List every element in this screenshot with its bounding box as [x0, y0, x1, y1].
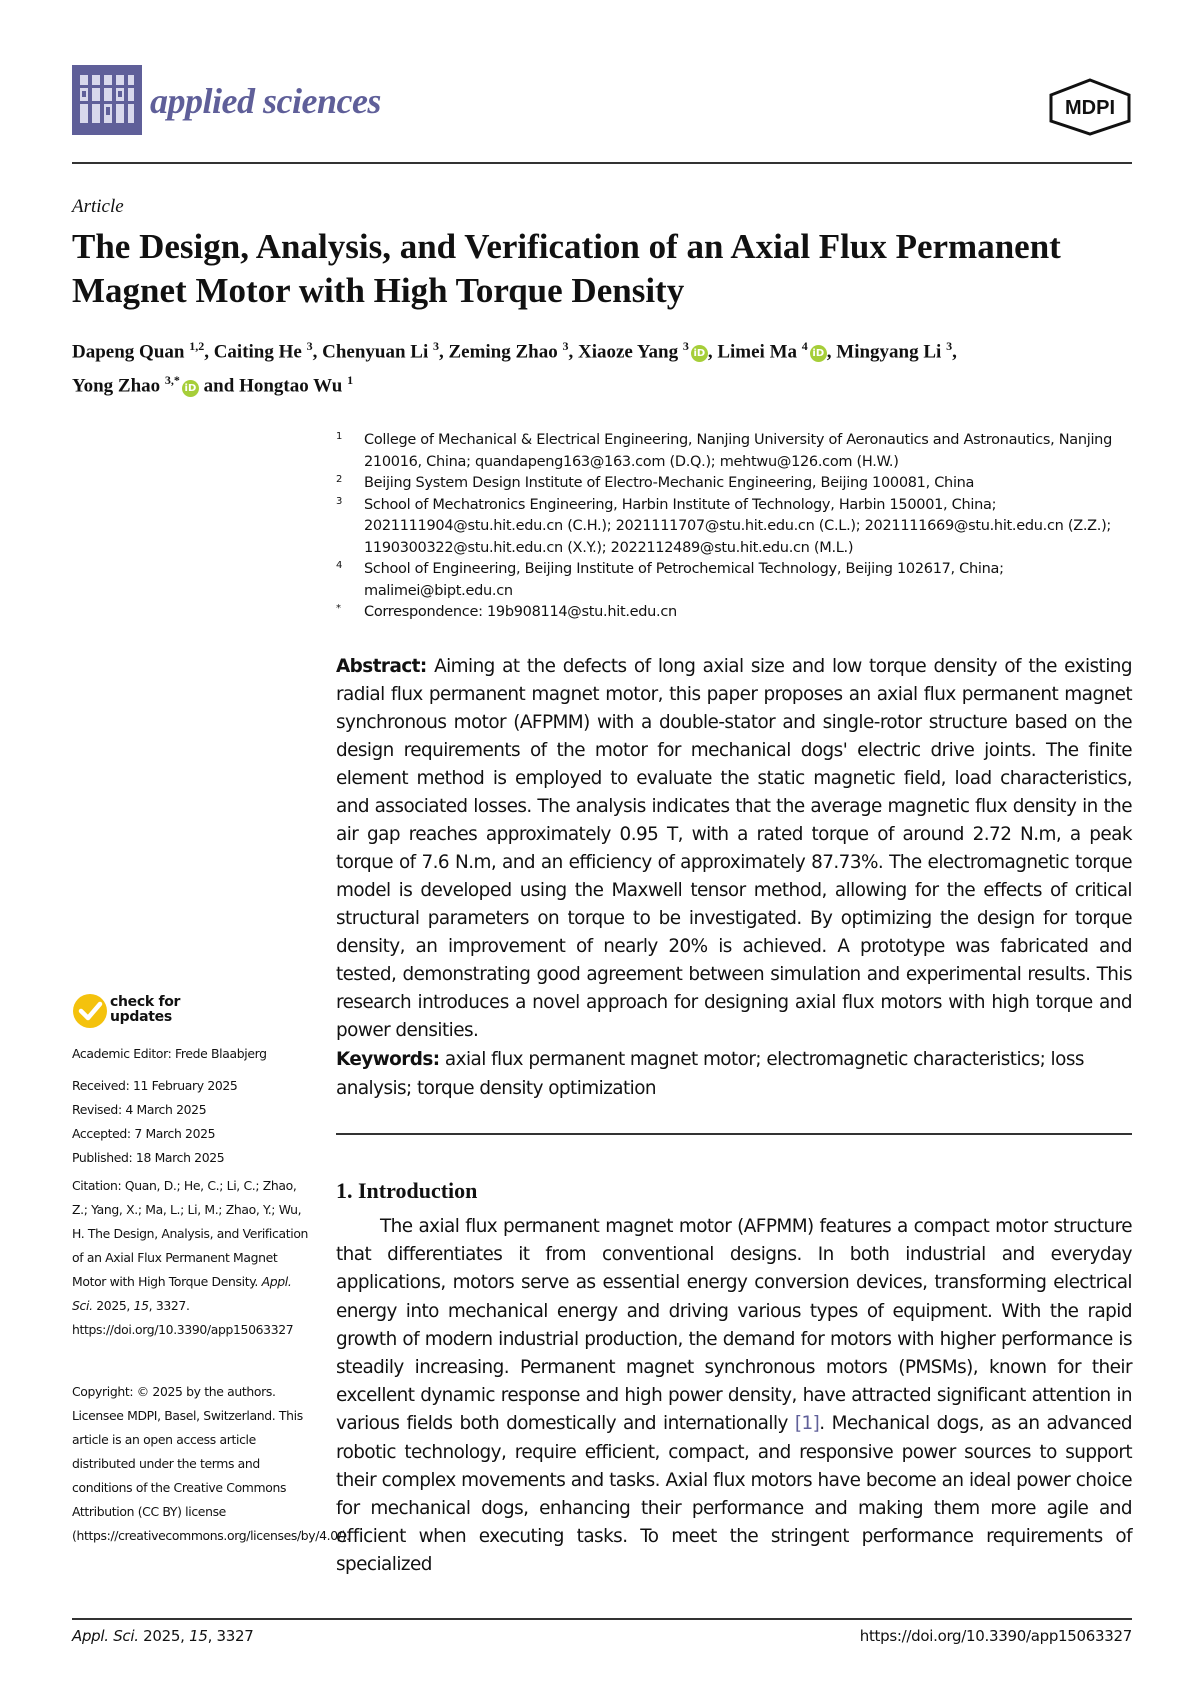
- affiliation-item: [336, 473, 1136, 495]
- mdpi-logo: [1045, 78, 1135, 136]
- footer-rule: [72, 1618, 1132, 1620]
- academic-editor: Academic Editor: Frede Blaabjerg: [72, 1046, 267, 1061]
- accepted-date: Accepted: 7 March 2025: [72, 1126, 216, 1141]
- mdpi-logo-text: MDPI: [1065, 97, 1115, 119]
- citation-doi[interactable]: , 3327. https://doi.org/10.3390/app15063327: [72, 1298, 294, 1337]
- affiliation-text: School of Mechatronics Engineering, Harbin Institute of Technology, Harbin 150001, China; 2021111904@stu.hit.edu.cn (C.H.); 2021111707@stu.hit.edu.cn (C.L.); 2021111669@stu.hit.edu.cn (Z.Z.); 1190300322@stu.hit.edu.cn (X.Y.); 2022112489@stu.hit.edu.cn (M.L.): [364, 496, 1112, 556]
- citation-block: [72, 1174, 312, 1342]
- intro-text-1: The axial flux permanent magnet motor (AFPMM) features a compact motor structure that differentiates it from conventional designs. In both industrial and everyday applications, motors serve as essential energy conversion devices, transforming electrical energy into mechanical energy and driving various types of equipment. With the rapid growth of modern industrial production, the demand for motors with higher performance is steadily increasing. Permanent magnet synchronous motors (PMSMs), known for their excellent dynamic response and high power density, have attracted significant attention in various fields both domestically and internationally: [336, 1216, 1132, 1435]
- author-affiliation-mark: 3: [432, 339, 439, 353]
- authors-and: and: [198, 375, 240, 397]
- citation-volume: 15: [133, 1298, 149, 1313]
- citation-year: 2025,: [92, 1298, 134, 1313]
- author-separator: ,: [952, 341, 957, 363]
- author-name[interactable]: Caiting He: [213, 341, 307, 363]
- introduction-paragraph: [336, 1213, 1132, 1580]
- affiliation-number: *: [336, 603, 341, 614]
- affiliation-number: 2: [336, 474, 343, 485]
- affiliation-text: Beijing System Design Institute of Electro-Mechanic Engineering, Beijing 100081, China: [364, 475, 975, 491]
- intro-text-2: . Mechanical dogs, as an advanced robotic technology, require efficient, compact, and responsive power sources to support their complex movements and tasks. Axial flux motors have become an ideal power choice for mechanical dogs, enhancing their performance and making them more agile and efficient when executing tasks. To meet the stringent performance requirements of specialized: [336, 1413, 1132, 1576]
- section-divider: [336, 1133, 1132, 1135]
- affiliation-item: [336, 430, 1136, 473]
- article-type: Article: [72, 196, 124, 217]
- citation-journal: Appl. Sci.: [72, 1274, 292, 1313]
- author-affiliation-mark: 1: [347, 373, 354, 388]
- keywords: [336, 1045, 1132, 1103]
- author-name[interactable]: Yong Zhao: [72, 375, 165, 397]
- footer-volume: 15: [189, 1627, 208, 1645]
- affiliation-number: 1: [336, 431, 343, 442]
- revised-date: Revised: 4 March 2025: [72, 1102, 207, 1117]
- author-affiliation-mark: 3,*: [164, 373, 180, 388]
- author-name[interactable]: Chenyuan Li: [322, 341, 433, 363]
- affiliation-item: [336, 495, 1136, 560]
- affiliation-text: Correspondence: 19b908114@stu.hit.edu.cn: [364, 604, 677, 620]
- abstract-text: Aiming at the defects of long axial size and low torque density of the existing radial flux permanent magnet motor, this paper proposes an axial flux permanent magnet synchronous motor (AFPMM) with a double-stator and single-rotor structure based on the design requirements of the motor for mechanical dogs' electric drive joints. The finite element method is employed to evaluate the static magnetic field, load characteristics, and associated losses. The analysis indicates that the average magnetic flux density in the air gap reaches approximately 0.95 T, with a rated torque of around 2.72 N.m, a peak torque of 7.6 N.m, and an efficiency of approximately 87.73%. The electromagnetic torque model is developed using the Maxwell tensor method, allowing for the effects of critical structural parameters on torque to be investigated. By optimizing the design for torque density, an improvement of nearly 20% is achieved. A prototype was fabricated and tested, demonstrating good agreement between simulation and experimental results. This research introduces a novel approach for designing axial flux motors with high torque and power densities.: [336, 656, 1132, 1041]
- author-affiliation-mark: 3: [946, 339, 953, 353]
- orcid-icon[interactable]: iD: [810, 345, 827, 362]
- author-separator: ,: [204, 341, 214, 363]
- orcid-icon[interactable]: iD: [691, 345, 708, 362]
- author-name[interactable]: Dapeng Quan: [72, 341, 190, 363]
- header-rule: [72, 162, 1132, 164]
- author-affiliation-mark: 3: [306, 339, 313, 353]
- affiliation-text: College of Mechanical & Electrical Engineering, Nanjing University of Aeronautics and Astronautics, Nanjing 210016, China; quandapeng163@163.com (D.Q.); mehtwu@126.com (H.W.): [364, 432, 1112, 470]
- author-name[interactable]: Mingyang Li: [836, 341, 947, 363]
- author-separator: ,: [312, 341, 323, 363]
- abstract: [336, 653, 1132, 1045]
- author-affiliation-mark: 3: [682, 339, 689, 353]
- check-updates-text[interactable]: [110, 995, 180, 1025]
- keywords-text: axial flux permanent magnet motor; electromagnetic characteristics; loss analysis; torque density optimization: [336, 1049, 1084, 1099]
- journal-name: applied sciences: [150, 81, 381, 121]
- author-affiliation-mark: 3: [562, 339, 569, 353]
- journal-logo: [72, 65, 142, 135]
- footer-article-no: , 3327: [207, 1627, 254, 1645]
- author-separator: ,: [826, 341, 837, 363]
- affiliations: [336, 430, 1136, 624]
- footer-year: 2025,: [138, 1627, 190, 1645]
- affiliation-item: [336, 602, 1136, 624]
- orcid-icon[interactable]: iD: [182, 380, 199, 397]
- author-separator: ,: [438, 341, 449, 363]
- author-separator: ,: [707, 341, 718, 363]
- footer-doi-link[interactable]: https://doi.org/10.3390/app15063327: [859, 1627, 1132, 1645]
- section-heading: 1. Introduction: [336, 1178, 478, 1203]
- author-name[interactable]: Limei Ma: [717, 341, 802, 363]
- affiliation-text: School of Engineering, Beijing Institute of Petrochemical Technology, Beijing 102617, China; malimei@bipt.edu.cn: [364, 561, 1004, 599]
- citation-link[interactable]: [1]: [794, 1413, 820, 1435]
- check-updates-line1: check for: [110, 994, 181, 1010]
- keywords-label: Keywords:: [336, 1049, 440, 1070]
- author-separator: ,: [568, 341, 578, 363]
- author-name[interactable]: Hongtao Wu: [239, 375, 348, 397]
- check-updates-line2: updates: [110, 1009, 172, 1025]
- author-name[interactable]: Xiaoze Yang: [578, 341, 683, 363]
- affiliation-item: [336, 559, 1136, 602]
- footer-journal: Appl. Sci.: [72, 1627, 139, 1645]
- received-date: Received: 11 February 2025: [72, 1078, 238, 1093]
- author-affiliation-mark: 1,2: [189, 339, 205, 353]
- abstract-label: Abstract:: [336, 656, 427, 677]
- check-updates-icon: [72, 993, 108, 1029]
- copyright-notice: Copyright: © 2025 by the authors. Licensee MDPI, Basel, Switzerland. This article is an open access article distributed under the terms and conditions of the Creative Commons Attribution (CC BY) license (https://creativecommons.org/licenses/by/4.0/).: [72, 1384, 350, 1543]
- footer-citation: [72, 1627, 254, 1645]
- author-affiliation-mark: 4: [801, 339, 808, 353]
- page-title: The Design, Analysis, and Verification of an Axial Flux Permanent Magnet Motor with High Torque Density: [72, 227, 1061, 310]
- affiliation-number: 4: [336, 560, 343, 571]
- affiliation-number: 3: [336, 495, 343, 507]
- published-date: Published: 18 March 2025: [72, 1150, 225, 1165]
- journal-logo-icon: [72, 65, 142, 135]
- author-list: [72, 332, 1132, 401]
- citation-text: Citation: Quan, D.; He, C.; Li, C.; Zhao, Z.; Yang, X.; Ma, L.; Li, M.; Zhao, Y.; Wu, H. The Design, Analysis, and Verification of an Axial Flux Permanent Magnet Motor with High Torque Density.: [72, 1178, 309, 1289]
- author-name[interactable]: Zeming Zhao: [448, 341, 563, 363]
- mdpi-logo-icon: [1045, 78, 1135, 136]
- introduction-body: [336, 1213, 1132, 1580]
